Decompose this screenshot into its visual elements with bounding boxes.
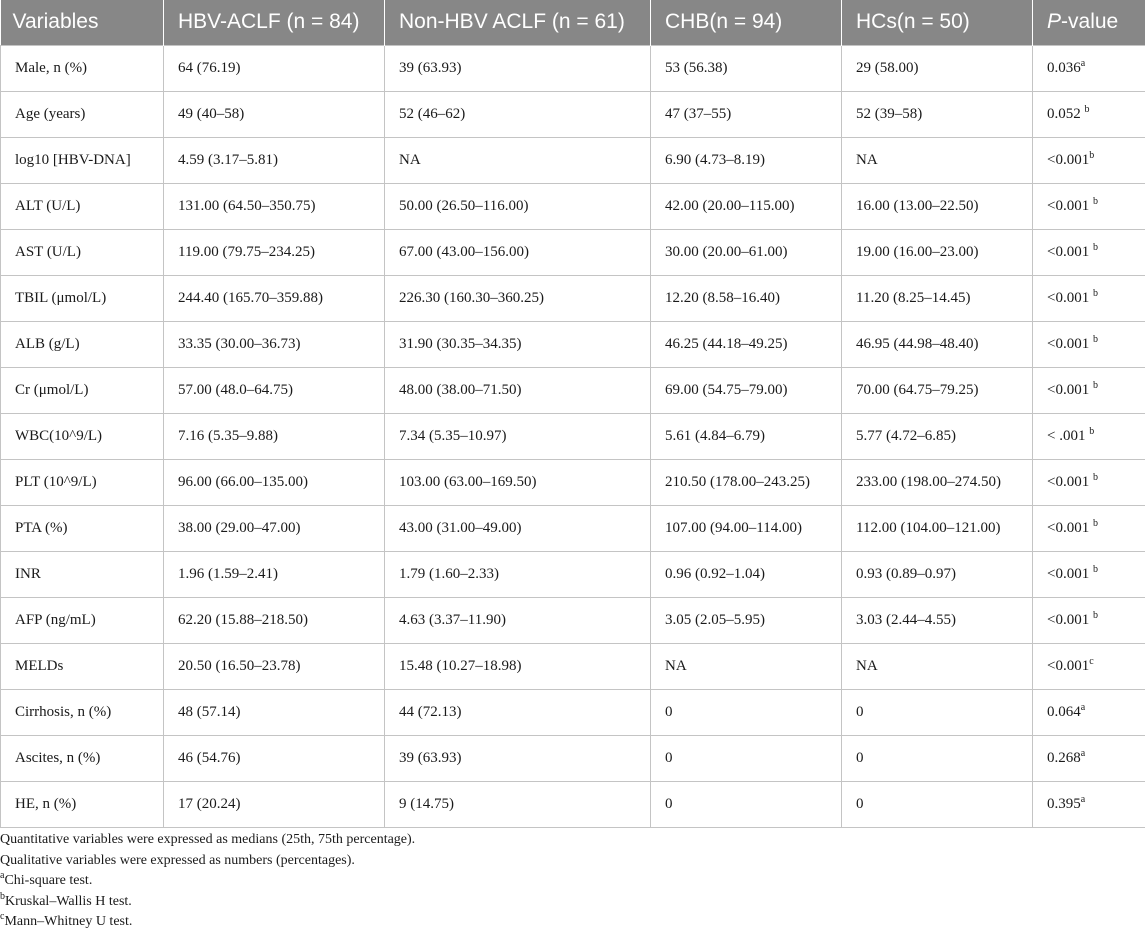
cell-text: 1.79 (1.60–2.33) <box>399 566 499 582</box>
table-cell <box>385 91 651 137</box>
table-cell <box>651 735 842 781</box>
cell-text: 20.50 (16.50–23.78) <box>178 658 301 674</box>
cell-text: 7.16 (5.35–9.88) <box>178 428 278 444</box>
table-cell <box>651 367 842 413</box>
table-row <box>1 91 1145 137</box>
cell-text: 52 (46–62) <box>399 106 465 122</box>
cell-text: NA <box>665 658 687 674</box>
cell-text: 4.59 (3.17–5.81) <box>178 152 278 168</box>
table-cell <box>1033 597 1145 643</box>
table-row <box>1 505 1145 551</box>
cell-text: 0 <box>665 796 673 812</box>
cell-text: <0.001 <box>1047 382 1093 398</box>
table-cell <box>651 781 842 827</box>
table-cell <box>1033 505 1145 551</box>
table-row <box>1 367 1145 413</box>
table-cell <box>842 505 1033 551</box>
cell-text: Cirrhosis, n (%) <box>15 704 111 720</box>
cell-text: 0.93 (0.89–0.97) <box>856 566 956 582</box>
row-label-cell <box>1 689 164 735</box>
table-cell <box>385 597 651 643</box>
cell-text: 7.34 (5.35–10.97) <box>399 428 507 444</box>
cell-text: 67.00 (43.00–156.00) <box>399 244 529 260</box>
cell-text: 30.00 (20.00–61.00) <box>665 244 788 260</box>
cell-text: ALT (U/L) <box>15 198 80 214</box>
table-header <box>1 0 1145 45</box>
cell-text: <0.001 <box>1047 612 1093 628</box>
cell-text: 48 (57.14) <box>178 704 241 720</box>
cell-text: <0.001 <box>1047 198 1093 214</box>
table-cell <box>385 689 651 735</box>
row-label-cell <box>1 45 164 91</box>
cell-text: 96.00 (66.00–135.00) <box>178 474 308 490</box>
cell-text: Age (years) <box>15 106 85 122</box>
test-footnote-marker: b <box>1093 380 1098 391</box>
table-row <box>1 275 1145 321</box>
table-cell <box>1033 689 1145 735</box>
column-header-5 <box>1033 0 1145 45</box>
table-cell <box>164 183 385 229</box>
table-cell <box>651 505 842 551</box>
cell-text: AST (U/L) <box>15 244 81 260</box>
table-body <box>1 45 1145 827</box>
table-cell <box>164 275 385 321</box>
test-footnote-marker: b <box>1093 564 1098 575</box>
table-cell <box>1033 643 1145 689</box>
table-cell <box>1033 735 1145 781</box>
cell-text: <0.001 <box>1047 658 1089 674</box>
cell-text: <0.001 <box>1047 474 1093 490</box>
cell-text: NA <box>856 658 878 674</box>
test-footnote-marker: b <box>1085 104 1090 115</box>
table-cell <box>1033 551 1145 597</box>
cell-text: <0.001 <box>1047 520 1093 536</box>
cell-text: 119.00 (79.75–234.25) <box>178 244 315 260</box>
test-footnote-marker: a <box>1081 748 1085 759</box>
table-cell <box>1033 321 1145 367</box>
table-cell <box>164 321 385 367</box>
cell-text: 0 <box>856 796 864 812</box>
cell-text: 39 (63.93) <box>399 60 462 76</box>
row-label-cell <box>1 413 164 459</box>
cell-text: 50.00 (26.50–116.00) <box>399 198 528 214</box>
cell-text: 0.268 <box>1047 750 1081 766</box>
row-label-cell <box>1 643 164 689</box>
column-header-label: Variables <box>13 10 99 33</box>
column-header-1 <box>164 0 385 45</box>
table-cell <box>164 689 385 735</box>
table-cell <box>1033 459 1145 505</box>
table-row <box>1 45 1145 91</box>
table-cell <box>842 275 1033 321</box>
test-footnote-marker: a <box>1081 58 1085 69</box>
cell-text: 4.63 (3.37–11.90) <box>399 612 506 628</box>
cell-text: 226.30 (160.30–360.25) <box>399 290 544 306</box>
cell-text: 70.00 (64.75–79.25) <box>856 382 979 398</box>
table-cell <box>1033 229 1145 275</box>
cell-text: 46.95 (44.98–48.40) <box>856 336 979 352</box>
cell-text: ALB (g/L) <box>15 336 80 352</box>
cell-text: <0.001 <box>1047 244 1093 260</box>
row-label-cell <box>1 229 164 275</box>
test-footnote-marker: b <box>1093 334 1098 345</box>
table-cell <box>842 183 1033 229</box>
table-cell <box>842 735 1033 781</box>
table-row <box>1 689 1145 735</box>
cell-text: 0.052 <box>1047 106 1085 122</box>
cell-text: 49 (40–58) <box>178 106 244 122</box>
table-cell <box>842 689 1033 735</box>
cell-text: 107.00 (94.00–114.00) <box>665 520 802 536</box>
table-cell <box>651 229 842 275</box>
cell-text: 31.90 (30.35–34.35) <box>399 336 522 352</box>
column-header-0 <box>1 0 164 45</box>
cell-text: 233.00 (198.00–274.50) <box>856 474 1001 490</box>
cell-text: 48.00 (38.00–71.50) <box>399 382 522 398</box>
table-row <box>1 229 1145 275</box>
table-cell <box>1033 183 1145 229</box>
table-cell <box>385 643 651 689</box>
table-row <box>1 183 1145 229</box>
test-footnote-marker: b <box>1093 288 1098 299</box>
table-cell <box>164 367 385 413</box>
table-cell <box>651 551 842 597</box>
table-cell <box>385 321 651 367</box>
test-footnote-marker: a <box>1081 702 1085 713</box>
table-cell <box>164 505 385 551</box>
table-cell <box>385 551 651 597</box>
table-cell <box>842 597 1033 643</box>
cell-text: 64 (76.19) <box>178 60 241 76</box>
cell-text: <0.001 <box>1047 336 1093 352</box>
row-label-cell <box>1 91 164 137</box>
cell-text: 0.96 (0.92–1.04) <box>665 566 765 582</box>
cell-text: 3.03 (2.44–4.55) <box>856 612 956 628</box>
table-cell <box>385 275 651 321</box>
cell-text: TBIL (μmol/L) <box>15 290 106 306</box>
cell-text: 9 (14.75) <box>399 796 454 812</box>
footnote-marker: a <box>0 870 4 881</box>
table-cell <box>1033 275 1145 321</box>
table-cell <box>385 413 651 459</box>
table-row <box>1 321 1145 367</box>
test-footnote-marker: b <box>1093 518 1098 529</box>
cell-text: 42.00 (20.00–115.00) <box>665 198 794 214</box>
cell-text: 112.00 (104.00–121.00) <box>856 520 1000 536</box>
cell-text: Ascites, n (%) <box>15 750 100 766</box>
cell-text: Male, n (%) <box>15 60 87 76</box>
table-cell <box>651 183 842 229</box>
cell-text: <0.001 <box>1047 566 1093 582</box>
row-label-cell <box>1 183 164 229</box>
cell-text: 17 (20.24) <box>178 796 241 812</box>
row-label-cell <box>1 505 164 551</box>
footnote-text: Kruskal–Wallis H test. <box>5 894 132 909</box>
table-cell <box>651 321 842 367</box>
cell-text: 29 (58.00) <box>856 60 919 76</box>
table-cell <box>385 367 651 413</box>
footnote-text: Chi-square test. <box>4 873 92 888</box>
row-label-cell <box>1 137 164 183</box>
cell-text: 15.48 (10.27–18.98) <box>399 658 522 674</box>
footnote-marker: b <box>0 891 5 902</box>
table-cell <box>385 735 651 781</box>
cell-text: HE, n (%) <box>15 796 76 812</box>
footnote-line <box>0 871 415 892</box>
row-label-cell <box>1 459 164 505</box>
table-cell <box>385 459 651 505</box>
column-header-label: HBV-ACLF (n = 84) <box>178 10 359 33</box>
cell-text: 46.25 (44.18–49.25) <box>665 336 788 352</box>
table-cell <box>1033 781 1145 827</box>
table-cell <box>164 459 385 505</box>
header-row <box>1 0 1145 45</box>
table-cell <box>651 689 842 735</box>
table-cell <box>1033 45 1145 91</box>
table-cell <box>164 229 385 275</box>
footnote-line <box>0 912 415 933</box>
cell-text: 0 <box>856 704 864 720</box>
table-row <box>1 413 1145 459</box>
cell-text: 57.00 (48.0–64.75) <box>178 382 293 398</box>
cell-text: MELDs <box>15 658 63 674</box>
cell-text: 244.40 (165.70–359.88) <box>178 290 323 306</box>
column-header-label: CHB(n = 94) <box>665 10 782 33</box>
table-cell <box>385 781 651 827</box>
row-label-cell <box>1 597 164 643</box>
test-footnote-marker: b <box>1093 610 1098 621</box>
cell-text: 44 (72.13) <box>399 704 462 720</box>
table-cell <box>651 91 842 137</box>
cell-text: 52 (39–58) <box>856 106 922 122</box>
table-cell <box>842 367 1033 413</box>
cell-text: 46 (54.76) <box>178 750 241 766</box>
column-header-4 <box>842 0 1033 45</box>
cell-text: 12.20 (8.58–16.40) <box>665 290 780 306</box>
table-cell <box>164 413 385 459</box>
table-cell <box>164 45 385 91</box>
cell-text: 0.036 <box>1047 60 1081 76</box>
table-cell <box>385 229 651 275</box>
cell-text: 47 (37–55) <box>665 106 731 122</box>
footnote-line <box>0 851 415 872</box>
column-header-3 <box>651 0 842 45</box>
table-cell <box>651 643 842 689</box>
table-footnotes <box>0 830 415 933</box>
table-cell <box>164 551 385 597</box>
table-cell <box>1033 137 1145 183</box>
table-cell <box>164 781 385 827</box>
cell-text: PTA (%) <box>15 520 68 536</box>
cell-text: 33.35 (30.00–36.73) <box>178 336 301 352</box>
cell-text: Cr (μmol/L) <box>15 382 88 398</box>
row-label-cell <box>1 735 164 781</box>
table-cell <box>385 137 651 183</box>
table-cell <box>842 413 1033 459</box>
table-cell <box>842 551 1033 597</box>
cell-text: INR <box>15 566 41 582</box>
cell-text: 38.00 (29.00–47.00) <box>178 520 301 536</box>
table-cell <box>842 45 1033 91</box>
table-cell <box>164 643 385 689</box>
row-label-cell <box>1 781 164 827</box>
row-label-cell <box>1 321 164 367</box>
cell-text: PLT (10^9/L) <box>15 474 97 490</box>
table-cell <box>651 459 842 505</box>
table-cell <box>842 229 1033 275</box>
cell-text: 53 (56.38) <box>665 60 728 76</box>
cell-text: 0 <box>665 750 673 766</box>
cell-text: 3.05 (2.05–5.95) <box>665 612 765 628</box>
table-cell <box>385 45 651 91</box>
cell-text: 6.90 (4.73–8.19) <box>665 152 765 168</box>
cell-text: 43.00 (31.00–49.00) <box>399 520 522 536</box>
footnote-line <box>0 830 415 851</box>
cell-text: 39 (63.93) <box>399 750 462 766</box>
table-row <box>1 459 1145 505</box>
table-cell <box>651 413 842 459</box>
cell-text: <0.001 <box>1047 290 1093 306</box>
cell-text: 11.20 (8.25–14.45) <box>856 290 970 306</box>
table-cell <box>164 137 385 183</box>
column-header-italic: P <box>1047 10 1061 33</box>
table-cell <box>385 183 651 229</box>
footnote-text: Mann–Whitney U test. <box>4 914 132 929</box>
cell-text: 5.61 (4.84–6.79) <box>665 428 765 444</box>
table-row <box>1 597 1145 643</box>
table-row <box>1 137 1145 183</box>
column-header-label: HCs(n = 50) <box>856 10 970 33</box>
test-footnote-marker: a <box>1081 794 1085 805</box>
table-cell <box>385 505 651 551</box>
row-label-cell <box>1 275 164 321</box>
table-cell <box>842 643 1033 689</box>
table-cell <box>842 459 1033 505</box>
cell-text: <0.001 <box>1047 152 1089 168</box>
cell-text: log10 [HBV-DNA] <box>15 152 131 168</box>
cell-text: 1.96 (1.59–2.41) <box>178 566 278 582</box>
cell-text: 62.20 (15.88–218.50) <box>178 612 308 628</box>
table-cell <box>842 137 1033 183</box>
row-label-cell <box>1 367 164 413</box>
footnote-marker: c <box>0 911 4 922</box>
cell-text: 103.00 (63.00–169.50) <box>399 474 537 490</box>
footnote-text: Qualitative variables were expressed as numbers (percentages). <box>0 853 355 868</box>
column-header-2 <box>385 0 651 45</box>
test-footnote-marker: b <box>1089 150 1094 161</box>
table-cell <box>1033 367 1145 413</box>
table-cell <box>651 137 842 183</box>
table-cell <box>1033 91 1145 137</box>
table-cell <box>651 45 842 91</box>
column-header-label: -value <box>1061 10 1118 33</box>
test-footnote-marker: b <box>1089 426 1094 437</box>
table-cell <box>651 275 842 321</box>
table-row <box>1 781 1145 827</box>
cell-text: 69.00 (54.75–79.00) <box>665 382 788 398</box>
cell-text: 0 <box>665 704 673 720</box>
table-cell <box>842 781 1033 827</box>
cell-text: 19.00 (16.00–23.00) <box>856 244 979 260</box>
footnote-text: Quantitative variables were expressed as medians (25th, 75th percentage). <box>0 832 415 847</box>
table-cell <box>842 91 1033 137</box>
cell-text: 131.00 (64.50–350.75) <box>178 198 316 214</box>
cell-text: 0.395 <box>1047 796 1081 812</box>
test-footnote-marker: b <box>1093 472 1098 483</box>
table-row <box>1 735 1145 781</box>
cell-text: 0.064 <box>1047 704 1081 720</box>
cell-text: NA <box>399 152 421 168</box>
table-cell <box>651 597 842 643</box>
cell-text: < .001 <box>1047 428 1089 444</box>
row-label-cell <box>1 551 164 597</box>
column-header-label: Non-HBV ACLF (n = 61) <box>399 10 625 33</box>
table-row <box>1 643 1145 689</box>
cell-text: 16.00 (13.00–22.50) <box>856 198 979 214</box>
table-cell <box>1033 413 1145 459</box>
cell-text: 5.77 (4.72–6.85) <box>856 428 956 444</box>
table-cell <box>164 597 385 643</box>
cell-text: 210.50 (178.00–243.25) <box>665 474 810 490</box>
cell-text: WBC(10^9/L) <box>15 428 102 444</box>
footnote-line <box>0 892 415 913</box>
test-footnote-marker: b <box>1093 242 1098 253</box>
table-cell <box>164 735 385 781</box>
test-footnote-marker: c <box>1089 656 1093 667</box>
cell-text: NA <box>856 152 878 168</box>
table-cell <box>842 321 1033 367</box>
table-cell <box>164 91 385 137</box>
cell-text: AFP (ng/mL) <box>15 612 96 628</box>
test-footnote-marker: b <box>1093 196 1098 207</box>
cell-text: 0 <box>856 750 864 766</box>
table-row <box>1 551 1145 597</box>
